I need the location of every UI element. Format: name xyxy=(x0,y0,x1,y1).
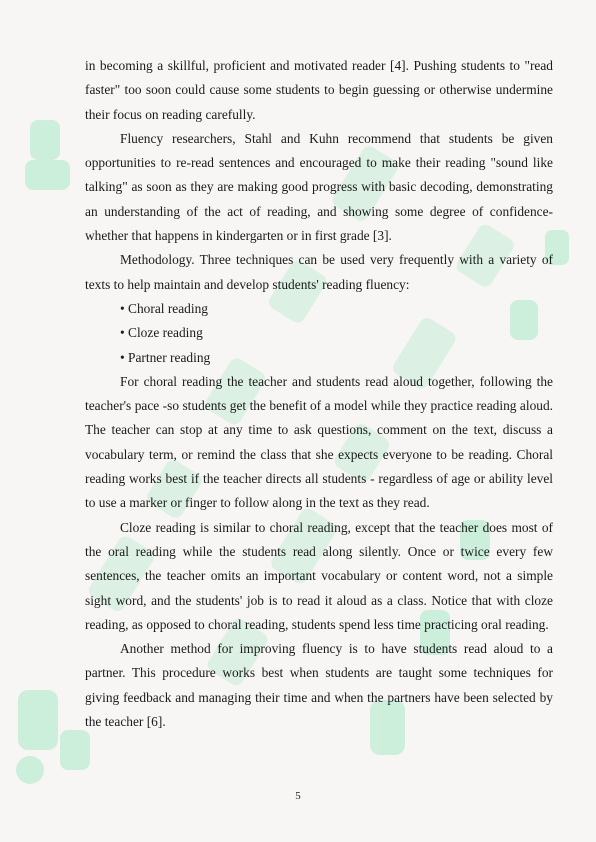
body-text xyxy=(85,54,553,734)
bullet-item: • Cloze reading xyxy=(120,325,203,341)
bullet-item: • Partner reading xyxy=(120,349,211,365)
bullet-item: • Choral reading xyxy=(120,300,208,316)
paragraph: Methodology. Three techniques can be used very frequently with a variety of texts to help maintain and develop students' reading fluency: xyxy=(85,252,553,292)
paragraph: in becoming a skillful, proficient and motivated reader [4]. Pushing students to "read faster" too soon could cause some students to begin guessing or otherwise undermine their focus on reading carefully. xyxy=(85,58,553,122)
paragraph: Cloze reading is similar to choral reading, except that the teacher does most of the oral reading while the students read along silently. Once or twice every few sentences, the teacher omits an important vocabulary or content word, not a simple sight word, and the students' job is to read it aloud as a class. Notice that with cloze reading, as opposed to choral reading, students spend less time practicing oral reading. xyxy=(85,519,553,632)
paragraph: For choral reading the teacher and students read aloud together, following the teacher's pace -so students get the benefit of a model while they practice reading aloud. The teacher can stop at any time to ask questions, comment on the text, discuss a vocabulary term, or remind the class that she expects everyone to be reading. Choral reading works best if the teacher directs all students - regardless of age or ability level to use a marker or finger to follow along in the text as they read. xyxy=(85,373,553,511)
paragraph: Another method for improving fluency is to have students read aloud to a partner. This procedure works best when students are taught some techniques for giving feedback and managing their time and when the partners have been selected by the teacher [6]. xyxy=(85,641,553,730)
page-number: 5 xyxy=(295,790,301,802)
paragraph: Fluency researchers, Stahl and Kuhn recommend that students be given opportunities to re-read sentences and encouraged to make their reading "sound like talking" as soon as they are making good progress with basic decoding, demonstrating an understanding of the act of reading, and showing some degree of confidence-whether that happens in kindergarten or in first grade [3]. xyxy=(85,130,553,244)
